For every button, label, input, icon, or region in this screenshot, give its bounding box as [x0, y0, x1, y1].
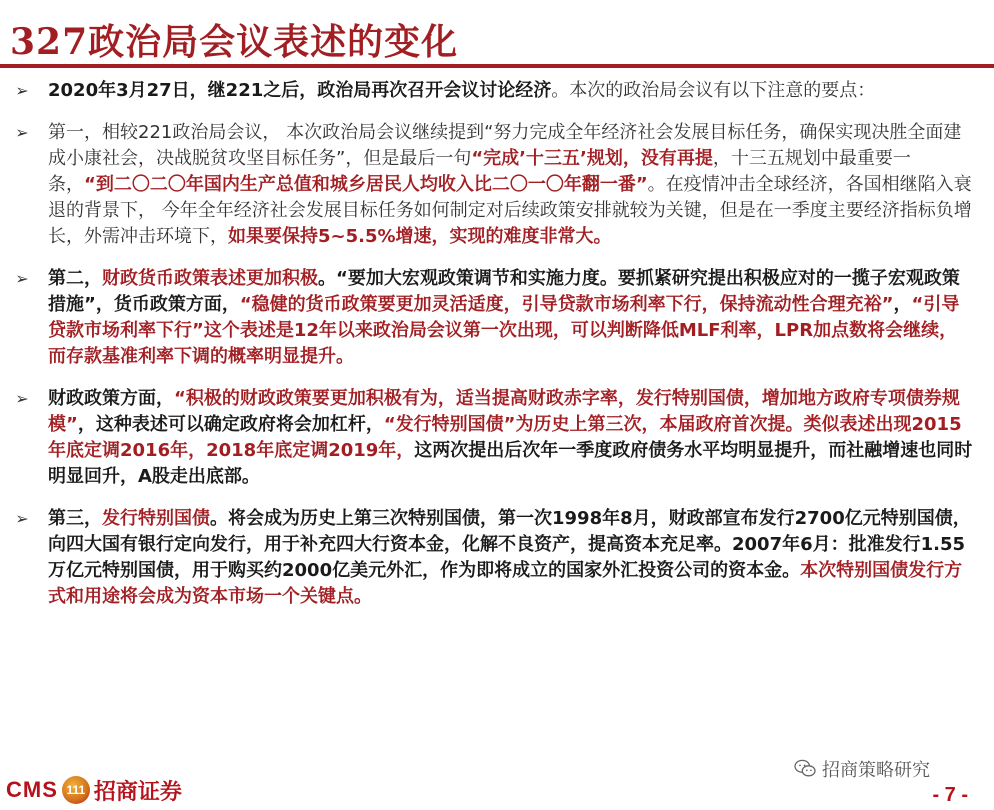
text-run: “稳健的货币政策要更加灵活适度，引导贷款市场利率下行，保持流动性合理充裕”: [239, 294, 894, 315]
company-logo: [6, 774, 182, 806]
text-run: 第二，: [48, 268, 102, 289]
text-run: “引导贷款市场利率下行”这个表述是12年以来政治局会议第一次出现，可以判断降低MLF利率，LPR加点数将会继续，而存款基准利率下调的概率明显提升。: [48, 294, 960, 367]
title-divider: [0, 64, 994, 68]
text-run: “到二〇二〇年国内生产总值和城乡居民人均收入比二〇一〇年翻一番”: [84, 174, 648, 195]
bullet-paragraph: [15, 266, 973, 370]
text-run: 。“要加大宏观政策调节和实施力度。要抓紧研究提出积极应对的一揽子宏观政策措施”，货币政策方面，: [48, 268, 960, 315]
text-run: 。在疫情冲击全球经济，各国相继陷入衰退的背景下， 今年全年经济社会发展目标任务如何制定对后续政策安排就较为关键，但是在一季度主要经济指标负增长，外需冲击环境下，: [48, 174, 972, 247]
text-run: ，十三五规划中最重要一条，: [48, 148, 911, 195]
text-run: 。将会成为历史上第三次特别国债，第一次1998年8月，财政部宣布发行2700亿元特别国债，向四大国有银行定向发行，用于补充四大行资本金，化解不良资产，提高资本充足率。2007年6月：批准发行1.55万亿元特别国债，用于购买约2000亿美元外汇，作为即将成立的国家外汇投资公司的资本金。: [48, 508, 971, 581]
arrow-right-icon: ➢: [15, 269, 29, 288]
watermark: [794, 756, 930, 782]
arrow-right-icon: ➢: [15, 123, 29, 142]
text-run: 第一，相较221政治局会议， 本次政治局会议继续提到“努力完成全年经济社会发展目标任务，确保实现决胜全面建成小康社会，决战脱贫攻坚目标任务”，但是最后一句: [48, 122, 962, 169]
arrow-right-icon: ➢: [15, 81, 29, 100]
text-run: 这两次提出后次年一季度政府债务水平均明显提升，而社融增速也同时明显回升，A股走出底部。: [48, 440, 973, 487]
text-run: 2020年3月27日，继221之后，政治局再次召开会议讨论经济: [48, 80, 552, 101]
text-run: “积极的财政政策要更加积极有为，适当提高财政赤字率，发行特别国债，增加地方政府专项债券规模”: [48, 388, 960, 435]
text-run: “发行特别国债”为历史上第三次，本届政府首次提。类似表述出现2015年底定调2016年，2018年底定调2019年，: [48, 414, 962, 461]
text-run: 发行特别国债: [102, 508, 210, 529]
bullet-paragraph: [15, 506, 973, 610]
cms-logo-text: CMS: [6, 777, 58, 802]
wechat-icon: [794, 759, 816, 779]
page-title: 327政治局会议表述的变化: [10, 21, 459, 63]
text-run: 。本次的政治局会议有以下注意的要点：: [551, 80, 876, 101]
arrow-right-icon: ➢: [15, 389, 29, 408]
text-run: 财政政策方面，: [48, 388, 174, 409]
text-run: 财政货币政策表述更加积极: [102, 268, 318, 289]
brand-name: 招商证券: [93, 778, 182, 805]
bullet-paragraph: [15, 120, 973, 250]
text-run: 本次特别国债发行方式和用途将会成为资本市场一个关键点。: [48, 560, 963, 607]
text-run: “完成’十三五’规划，没有再提: [471, 148, 713, 169]
bullet-paragraph: [15, 78, 973, 104]
watermark-text: 招商策略研究: [822, 760, 930, 781]
page-number: - 7 -: [932, 784, 968, 806]
text-run: 如果要保持5~5.5%增速，实现的难度非常大。: [228, 226, 612, 247]
arrow-right-icon: ➢: [15, 509, 29, 528]
content-body: [15, 78, 973, 626]
bullet-paragraph: [15, 386, 973, 490]
logo-emblem: 111: [62, 776, 90, 804]
text-run: ，这种表述可以确定政府将会加杠杆，: [77, 414, 384, 435]
text-run: 第三，: [48, 508, 102, 529]
text-run: ，: [893, 294, 912, 315]
